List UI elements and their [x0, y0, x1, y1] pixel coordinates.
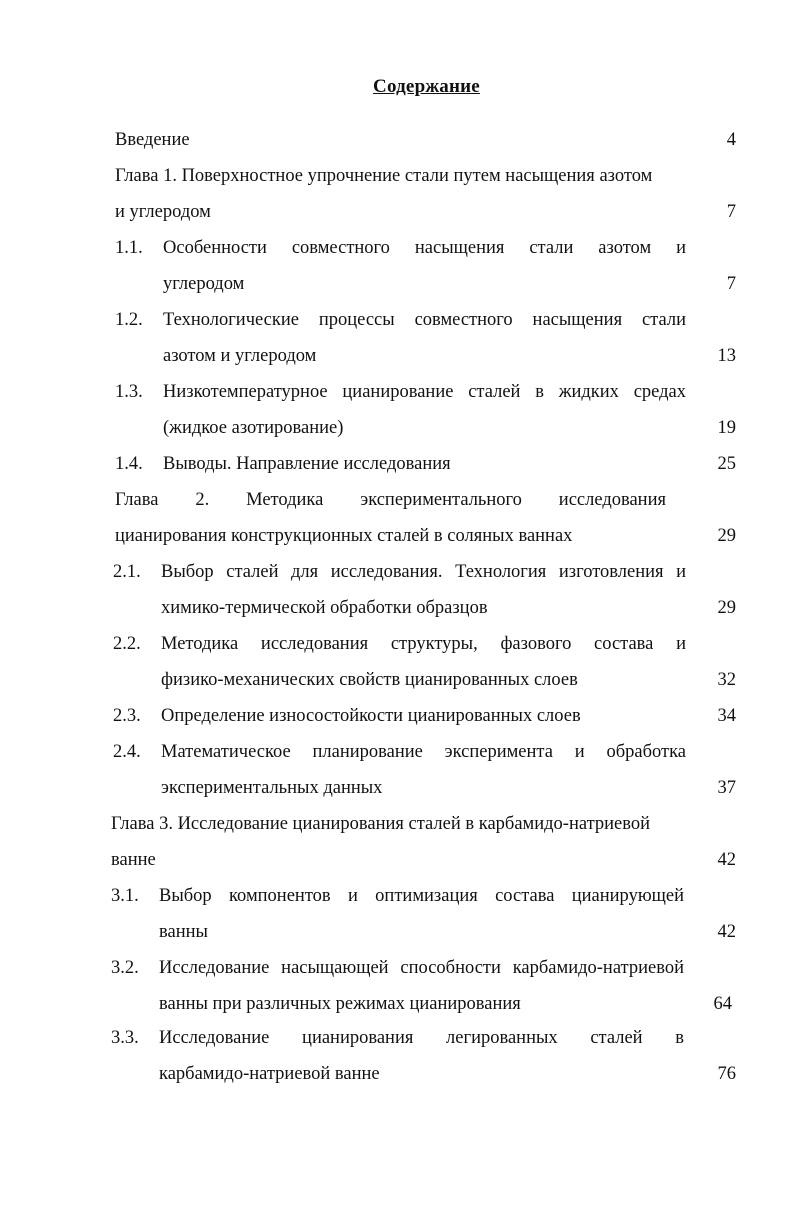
toc-section-1-2-title: Технологические процессы совместного насыщения стали: [163, 310, 686, 330]
toc-section-1-3-title-cont: (жидкое азотирование): [163, 418, 344, 438]
toc-section-3-3-title: Исследование цианирования легированных сталей в: [159, 1028, 684, 1048]
toc-section-number: 1.4.: [115, 454, 143, 474]
toc-section-2-1-title: Выбор сталей для исследования. Технология изготовления и: [161, 562, 686, 582]
toc-section-number: 1.3.: [115, 382, 143, 402]
toc-section-2-2-title-cont: физико-механических свойств цианированных слоев: [161, 670, 578, 690]
toc-section-number: 2.3.: [113, 706, 141, 726]
toc-page-number: 29: [717, 598, 736, 618]
toc-chapter-2-title: Глава 2. Методика экспериментального исследования: [115, 490, 666, 510]
toc-page-number: 42: [717, 922, 736, 942]
toc-section-number: 3.2.: [111, 958, 139, 978]
toc-page-number: 32: [717, 670, 736, 690]
toc-section-3-2-title-cont: ванны при различных режимах цианирования: [159, 994, 521, 1014]
toc-section-number: 3.1.: [111, 886, 139, 906]
toc-section-3-1-title: Выбор компонентов и оптимизация состава цианирующей: [159, 886, 684, 906]
toc-chapter-1-title: Глава 1. Поверхностное упрочнение стали путем насыщения азотом: [115, 166, 653, 186]
toc-section-number: 3.3.: [111, 1028, 139, 1048]
toc-chapter-1-title-cont: и углеродом: [115, 202, 211, 222]
toc-section-1-1-title: Особенности совместного насыщения стали азотом и: [163, 238, 686, 258]
toc-section-3-1-title-cont: ванны: [159, 922, 208, 942]
toc-section-1-2-title-cont: азотом и углеродом: [163, 346, 317, 366]
toc-section-2-3-title: Определение износостойкости цианированных слоев: [161, 706, 581, 726]
toc-section-number: 2.1.: [113, 562, 141, 582]
toc-page-number: 76: [717, 1064, 736, 1084]
toc-section-2-4-title: Математическое планирование эксперимента и обработка: [161, 742, 686, 762]
toc-page-number: 7: [726, 274, 736, 294]
toc-page-number: 42: [717, 850, 736, 870]
toc-section-number: 2.4.: [113, 742, 141, 762]
toc-page-number: 64: [713, 994, 732, 1014]
toc-section-2-1-title-cont: химико-термической обработки образцов: [161, 598, 488, 618]
toc-chapter-3-title-cont: ванне: [111, 850, 156, 870]
toc-page-number: 4: [726, 130, 736, 150]
toc-section-2-4-title-cont: экспериментальных данных: [161, 778, 383, 798]
toc-section-2-2-title: Методика исследования структуры, фазового состава и: [161, 634, 686, 654]
toc-section-1-3-title: Низкотемпературное цианирование сталей в жидких средах: [163, 382, 686, 402]
toc-section-1-1-title-cont: углеродом: [163, 274, 245, 294]
toc-page-number: 29: [717, 526, 736, 546]
toc-page-number: 37: [717, 778, 736, 798]
page-title: Содержание: [373, 76, 480, 97]
toc-section-number: 1.1.: [115, 238, 143, 258]
toc-entry-intro: Введение: [115, 130, 190, 150]
toc-section-1-4-title: Выводы. Направление исследования: [163, 454, 451, 474]
toc-section-number: 1.2.: [115, 310, 143, 330]
toc-page-number: 34: [717, 706, 736, 726]
toc-chapter-2-title-cont: цианирования конструкционных сталей в соляных ваннах: [115, 526, 573, 546]
toc-chapter-3-title: Глава 3. Исследование цианирования сталей в карбамидо-натриевой: [111, 814, 651, 834]
toc-section-3-3-title-cont: карбамидо-натриевой ванне: [159, 1064, 380, 1084]
toc-section-3-2-title: Исследование насыщающей способности карбамидо-натриевой: [159, 958, 684, 978]
toc-section-number: 2.2.: [113, 634, 141, 654]
toc-page-number: 7: [726, 202, 736, 222]
toc-page-number: 19: [717, 418, 736, 438]
toc-page-number: 25: [717, 454, 736, 474]
toc-page-number: 13: [717, 346, 736, 366]
